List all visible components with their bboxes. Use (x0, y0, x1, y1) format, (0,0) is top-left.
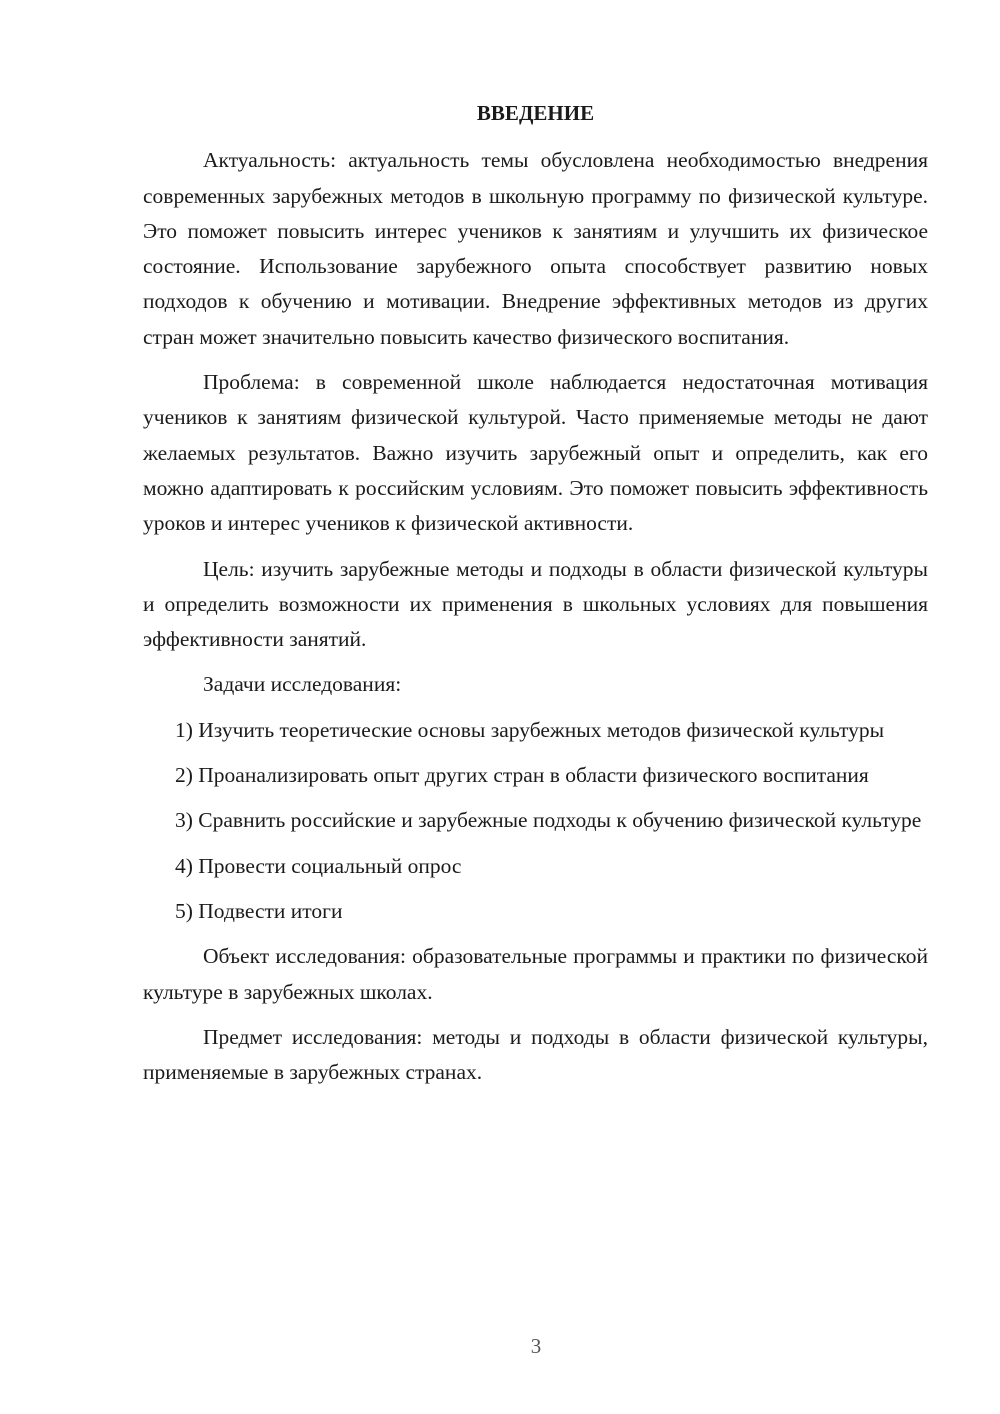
goal-paragraph: Цель: изучить зарубежные методы и подходы в области физической культуры и определить возможности их применения в школьных условиях для повышения эффективности занятий. (143, 556, 928, 652)
page-number: 3 (530, 1334, 542, 1358)
task-item: 3) Сравнить российские и зарубежные подходы к обучению физической культуре (175, 808, 922, 833)
task-item: 1) Изучить теоретические основы зарубежных методов физической культуры (175, 717, 885, 742)
object-paragraph: Объект исследования: образовательные программы и практики по физической культуре в зарубежных школах. (143, 944, 928, 1004)
relevance-paragraph: Актуальность: актуальность темы обусловлена необходимостью внедрения современных зарубежных методов в школьную программу по физической культуре. Это поможет повысить интерес учеников к занятиям и улучшить их физическое состояние. Использование зарубежного опыта способствует развитию новых подходов к обучению и мотивации. Внедрение эффективных методов из других стран может значительно повысить качество физического воспитания. (143, 148, 928, 349)
task-item: 2) Проанализировать опыт других стран в области физического воспитания (175, 763, 869, 788)
subject-paragraph: Предмет исследования: методы и подходы в области физической культуры, применяемые в зарубежных странах. (143, 1024, 928, 1085)
problem-paragraph: Проблема: в современной школе наблюдается недостаточная мотивация учеников к занятиям физической культурой. Часто применяемые методы не дают желаемых результатов. Важно изучить зарубежный опыт и определить, как его можно адаптировать к российским условиям. Это поможет повысить эффективность уроков и интерес учеников к физической активности. (143, 370, 928, 536)
tasks-list (143, 713, 928, 929)
section-heading: ВВЕДЕНИЕ (476, 101, 595, 125)
document-body (143, 96, 928, 1100)
task-item: 4) Провести социальный опрос (175, 853, 462, 878)
tasks-heading: Задачи исследования: (203, 672, 402, 697)
task-item: 5) Подвести итоги (175, 898, 343, 923)
